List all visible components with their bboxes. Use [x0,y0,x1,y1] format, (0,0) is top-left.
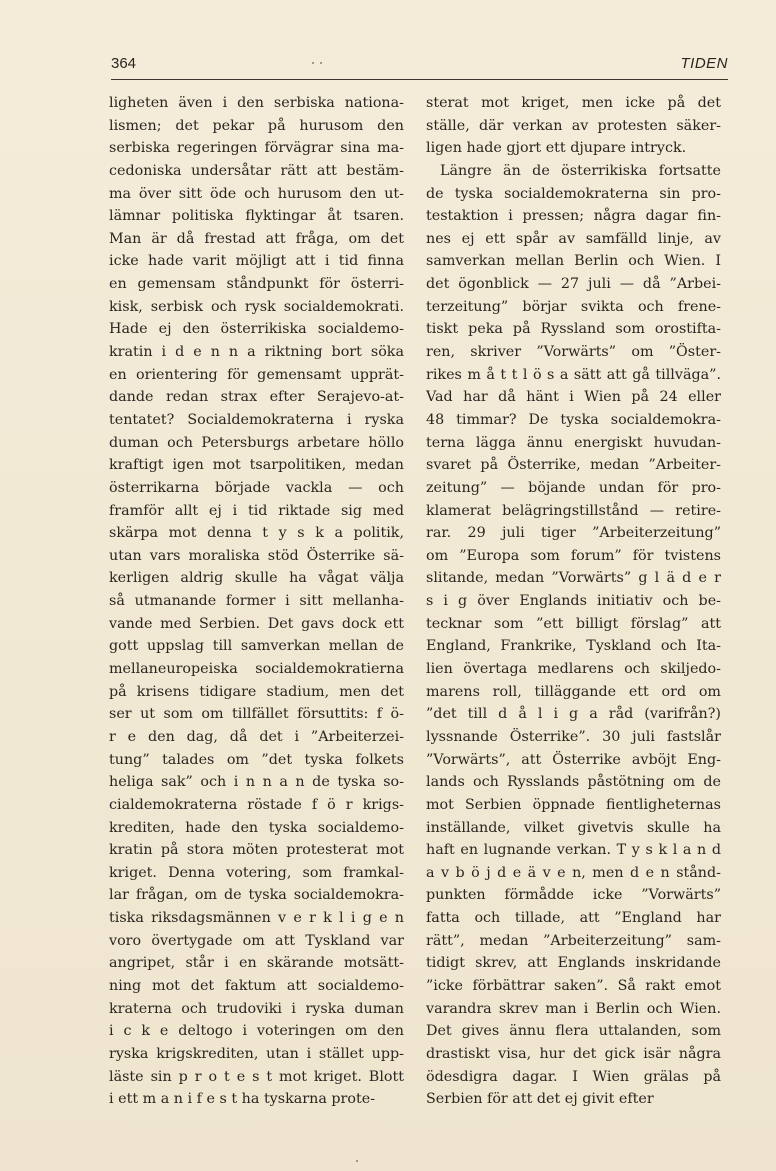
text-line: om ”Europa som forum” för tvistens [426,547,721,564]
text-line: det ögonblick — 27 juli — då ”Arbei- [426,276,721,293]
text-line: en gemensam ståndpunkt för österri- [109,276,404,293]
text-line: 48 timmar? De tyska socialdemokra- [426,411,721,428]
text-line: ”icke förbättrar saken”. Så rakt emot [426,977,721,994]
text-line: rikes m å t t l ö s a sätt att gå tillväga”. [426,366,721,383]
text-line: lämnar politiska flyktingar åt tsaren. [109,208,404,225]
text-line: ryska krigskrediten, utan i stället upp- [109,1045,404,1062]
text-line: lar frågan, om de tyska socialdemokra- [109,887,404,904]
text-line: heliga sak” och i n n a n de tyska so- [109,774,404,791]
text-line: zeitung” — böjande undan för pro- [426,479,721,496]
text-line: krediten, hade den tyska socialdemo- [109,819,404,836]
text-line: skärpa mot denna t y s k a politik, [109,525,404,542]
text-line: testaktion i pressen; några dagar fin- [426,208,721,225]
text-line: kraterna och trudoviki i ryska duman [109,1000,404,1017]
text-line: vande med Serbien. Det gavs dock ett [109,615,404,632]
text-line: Vad har då hänt i Wien på 24 eller [426,389,721,406]
running-title: TIDEN [680,55,728,72]
text-line: klamerat belägringstillstånd — retire- [426,502,721,519]
text-line: österrikarna började vackla — och [109,479,404,496]
text-line: England, Frankrike, Tyskland och Ita- [426,638,721,655]
text-line: serbiska regeringen förvägrar sina ma- [109,140,404,157]
text-line: svaret på Österrike, medan ”Arbeiter- [426,457,721,474]
text-line: a v b ö j d e ä v e n, men d e n stånd- [426,864,721,881]
text-line: på krisens tidigare stadium, men det [109,683,404,700]
text-line: lyssnande Österrike”. 30 juli fastslår [426,728,721,745]
text-line: Hade ej den österrikiska socialdemo- [109,321,404,338]
text-line: ligheten även i den serbiska nationa- [109,95,404,111]
text-line: gott uppslag till samverkan mellan de [109,638,404,655]
text-line: terna lägga ännu energiskt huvudan- [426,434,721,451]
text-line: ser ut som om tillfället försuttits: f ö- [109,706,404,723]
text-line: en orientering för gemensamt upprät- [109,366,404,383]
text-line: sterat mot kriget, men icke på det [426,95,721,111]
text-line: rar. 29 juli tiger ”Arbeiterzeitung” [426,525,721,542]
text-line: så utmanande former i sitt mellanha- [109,593,404,610]
text-line: terzeitung” börjar svikta och frene- [426,298,721,315]
text-line: slitande, medan ”Vorwärts” g l ä d e r [426,570,721,587]
text-line: kratin på stora möten protesterat mot [109,842,404,859]
text-line: kratin i d e n n a riktning bort söka [109,344,404,361]
text-line: fatta och tillade, att ”England har [426,910,721,927]
text-line: lien övertaga medlarens och skiljedo- [426,661,721,678]
text-line: mellaneuropeiska socialdemokratierna [109,661,404,678]
text-line: tiska riksdagsmännen v e r k l i g e n [109,910,404,927]
text-line: cedoniska undersåtar rätt att bestäm- [109,162,404,179]
left-column [109,92,404,1111]
text-line: duman och Petersburgs arbetare höllo [109,434,404,451]
text-line: Det gives ännu flera uttalanden, som [426,1023,721,1040]
text-line: mot Serbien öppnade fientligheternas [426,796,721,813]
text-line: ma över sitt öde och hurusom den ut- [109,185,404,202]
text-line: drastiskt visa, hur det gick isär några [426,1045,721,1062]
text-line: ning mot det faktum att socialdemo- [109,977,404,994]
text-line: Serbien för att det ej givit efter [426,1091,654,1108]
text-line: haft en lugnande verkan. T y s k l a n d [426,842,721,859]
text-line: tidigt skrev, att Englands inskridande [426,955,721,972]
page-number: 364 [111,55,137,72]
text-line: framför allt ej i tid riktade sig med [109,502,404,519]
text-line: ”Vorwärts”, att Österrike avböjt Eng- [426,751,721,768]
header-rule [111,79,728,80]
text-line: lands och Rysslands påstötning om de [426,774,721,791]
text-line: Längre än de österrikiska fortsatte [440,162,721,179]
text-line: r e den dag, då det i ”Arbeiterzei- [109,728,404,745]
text-line: utan vars moraliska stöd Österrike sä- [109,547,404,564]
text-line: Man är då frestad att fråga, om det [109,230,404,247]
text-line: de tyska socialdemokraterna sin pro- [426,185,721,202]
text-line: kerligen aldrig skulle ha vågat välja [109,570,404,587]
right-column [426,92,721,1111]
paper-speck [312,62,314,64]
text-line: punkten förmådde icke ”Vorwärts” [426,887,721,904]
page-header [111,55,728,77]
text-line: i c k e deltogo i voteringen om den [109,1023,404,1040]
text-line: kisk, serbisk och rysk socialdemokrati. [109,298,404,315]
text-line: tecknar som ”ett billigt förslag” att [426,615,721,632]
text-line: ligen hade gjort ett djupare intryck. [426,140,687,157]
text-line: inställande, vilket givetvis skulle ha [426,819,721,836]
text-line: ställe, där verkan av protesten säker- [426,117,721,134]
text-line: ödesdigra dagar. I Wien grälas på [426,1068,721,1085]
text-line: icke hade varit möjligt att i tid finna [109,253,404,270]
text-line: läste sin p r o t e s t mot kriget. Blott [109,1068,404,1085]
text-line: cialdemokraterna röstade f ö r krigs- [109,796,404,813]
text-line: s i g över Englands initiativ och be- [426,593,721,610]
text-line: kraftigt igen mot tsarpolitiken, medan [109,457,404,474]
text-line: varandra skrev man i Berlin och Wien. [426,1000,721,1017]
text-line: lismen; det pekar på hurusom den [109,117,404,134]
text-line: kriget. Denna votering, som framkal- [109,864,404,881]
text-line: tiskt peka på Ryssland som orostifta- [426,321,721,338]
text-line: tentatet? Socialdemokraterna i ryska [109,411,404,428]
text-line: angripet, står i en skärande motsätt- [109,955,404,972]
text-line: marens roll, tilläggande ett ord om [426,683,721,700]
text-line: voro övertygade om att Tyskland var [109,932,404,949]
text-line: ren, skriver ”Vorwärts” om ”Öster- [426,344,721,361]
text-line: dande redan strax efter Serajevo-at- [109,389,404,406]
text-line: samverkan mellan Berlin och Wien. I [426,253,721,270]
text-line: rätt”, medan ”Arbeiterzeitung” sam- [426,932,721,949]
paper-speck [356,1160,358,1162]
text-line: i ett m a n i f e s t ha tyskarna prote- [109,1091,376,1108]
paper-speck [320,62,322,64]
text-line: tung” talades om ”det tyska folkets [109,751,404,768]
text-line: ”det till d å l i g a råd (varifrån?) [426,706,721,723]
text-line: nes ej ett spår av samfälld linje, av [426,230,721,247]
